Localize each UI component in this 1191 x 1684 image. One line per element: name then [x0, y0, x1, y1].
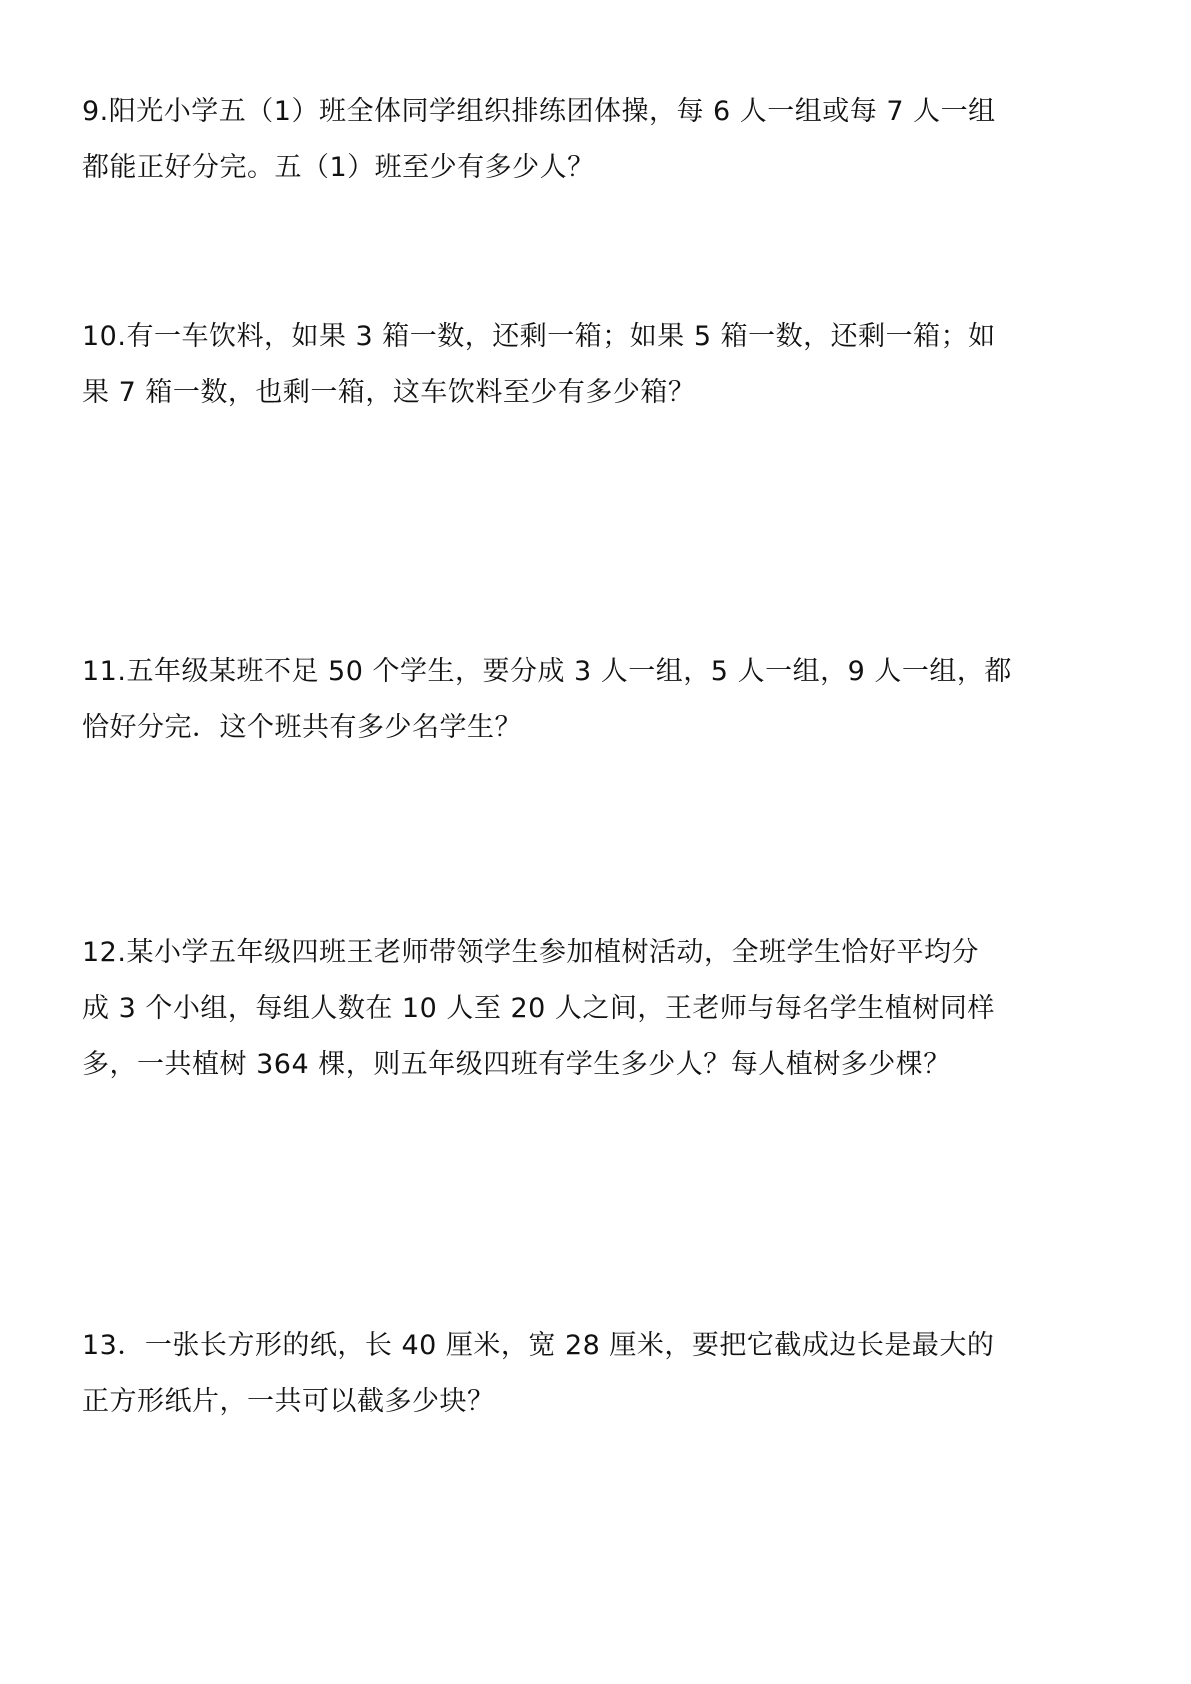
problem-12: [82, 925, 1122, 1093]
problem-9: [82, 84, 1122, 196]
problem-10: [82, 309, 1122, 421]
problem-line: 11.五年级某班不足 50 个学生，要分成 3 人一组，5 人一组，9 人一组，都: [82, 656, 1012, 687]
problem-line: 成 3 个小组，每组人数在 10 人至 20 人之间，王老师与每名学生植树同样: [82, 993, 995, 1024]
problem-line: 果 7 箱一数，也剩一箱，这车饮料至少有多少箱？: [82, 377, 696, 408]
problem-11: [82, 644, 1122, 756]
problem-line: 正方形纸片，一共可以截多少块？: [82, 1386, 495, 1417]
problem-13: [82, 1318, 1122, 1430]
problem-line: 9.阳光小学五（1）班全体同学组织排练团体操，每 6 人一组或每 7 人一组: [82, 96, 996, 127]
problem-line: 都能正好分完。五（1）班至少有多少人？: [82, 152, 595, 183]
problem-line: 10.有一车饮料，如果 3 箱一数，还剩一箱；如果 5 箱一数，还剩一箱；如: [82, 321, 996, 352]
problem-line: 13．一张长方形的纸，长 40 厘米，宽 28 厘米，要把它截成边长是最大的: [82, 1330, 995, 1361]
problem-line: 12.某小学五年级四班王老师带领学生参加植树活动，全班学生恰好平均分: [82, 937, 979, 968]
problem-line: 多，一共植树 364 棵，则五年级四班有学生多少人？每人植树多少棵？: [82, 1049, 951, 1080]
problem-line: 恰好分完．这个班共有多少名学生？: [82, 712, 522, 743]
